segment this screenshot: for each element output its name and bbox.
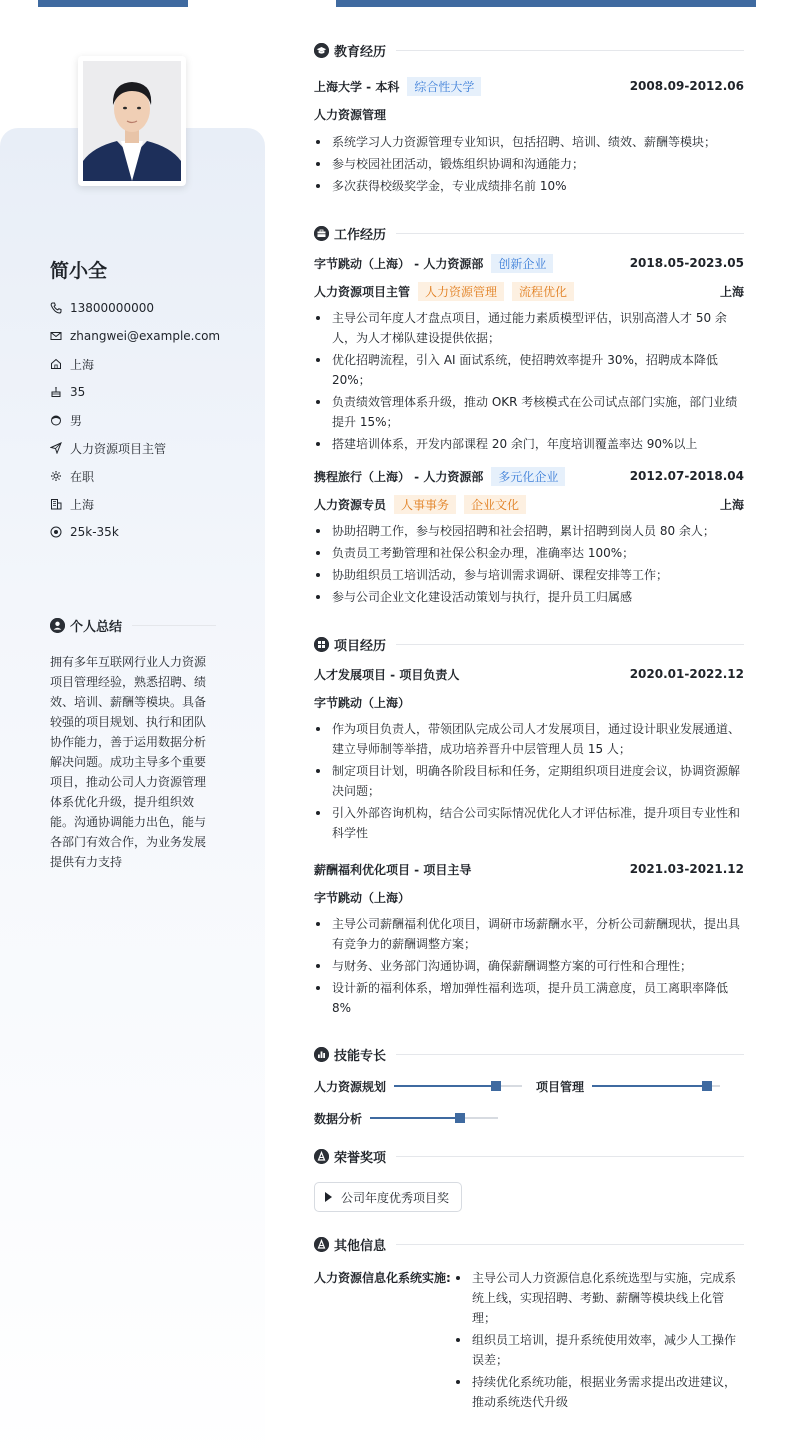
school-name: 上海大学 - 本科 (314, 79, 400, 94)
skills-title: 技能专长 (334, 1048, 387, 1064)
job-period: 2018.05-2023.05 (629, 256, 744, 270)
job-role: 人力资源专员 (314, 497, 387, 512)
education-major-row (314, 100, 744, 128)
project-period: 2020.01-2022.12 (629, 667, 744, 681)
project-period: 2021.03-2021.12 (629, 862, 744, 876)
list-item: 主导公司薪酬福利优化项目，调研市场薪酬水平，分析公司薪酬现状，提出具有竞争力的薪酬调整方案； (314, 914, 744, 954)
job-city: 上海 (719, 497, 744, 512)
list-item: 制定项目计划，明确各阶段目标和任务，定期组织项目进度会议，协调资源解决问题； (314, 761, 744, 801)
gender-value: 男 (70, 413, 83, 428)
list-item: 搭建培训体系，开发内部课程 20 余门，年度培训覆盖率达 90%以上 (314, 434, 744, 454)
project-bullets (314, 914, 744, 1018)
major: 人力资源管理 (314, 107, 387, 122)
grid-icon (314, 637, 329, 652)
education-period: 2008.09-2012.06 (629, 79, 744, 93)
skill-fill (370, 1117, 460, 1119)
projects-divider (396, 644, 744, 645)
skill-name: 人力资源规划 (314, 1079, 387, 1094)
info-work-city (50, 490, 220, 518)
info-email (50, 322, 220, 350)
project-name-row (314, 855, 744, 883)
awards-heading (314, 1146, 744, 1166)
skill-knob (455, 1113, 465, 1123)
job-company-row (314, 249, 744, 277)
other-heading (314, 1234, 744, 1254)
skills-heading (314, 1044, 744, 1064)
list-item: 设计新的福利体系，增加弹性福利选项，提升员工满意度，员工离职率降低 8% (314, 978, 744, 1018)
list-item: 持续优化系统功能，根据业务需求提出改进建议，推动系统迭代升级 (454, 1372, 744, 1412)
project-entry (314, 660, 744, 843)
info-phone (50, 294, 220, 322)
other-entry (314, 1266, 744, 1414)
project-org-row (314, 688, 744, 716)
cake-icon (50, 386, 62, 398)
job-bullets (314, 521, 744, 607)
role-tag: 人事事务 (394, 495, 456, 514)
other-info-icon (314, 1237, 329, 1252)
skill-name: 项目管理 (536, 1079, 585, 1094)
summary-title: 个人总结 (70, 620, 123, 635)
work-city-value: 上海 (70, 497, 95, 512)
profile-photo (83, 61, 181, 181)
list-item: 参与校园社团活动，锻炼组织协调和沟通能力； (314, 154, 744, 174)
building-icon (50, 498, 62, 510)
list-item: 协助组织员工培训活动，参与培训需求调研、课程安排等工作； (314, 565, 744, 585)
role-tag: 流程优化 (512, 282, 574, 301)
work-heading (314, 223, 744, 243)
education-school-row (314, 72, 744, 100)
bar-chart-icon (314, 1047, 329, 1062)
portrait-illustration (83, 61, 181, 181)
trophy-icon (314, 1149, 329, 1164)
email-value: zhangwei@example.com (70, 329, 221, 343)
briefcase-icon (314, 226, 329, 241)
mail-icon (50, 330, 62, 342)
info-age (50, 378, 220, 406)
info-status (50, 462, 220, 490)
education-divider (396, 50, 744, 51)
age-value: 35 (70, 385, 86, 399)
work-title: 工作经历 (334, 227, 387, 243)
position-value: 人力资源项目主管 (70, 441, 167, 456)
skills-row (314, 1070, 744, 1102)
salary-value: 25k-35k (70, 525, 119, 539)
list-item: 优化招聘流程，引入 AI 面试系统，使招聘效率提升 30%，招聘成本降低 20%； (314, 350, 744, 390)
status-value: 在职 (70, 469, 95, 484)
projects-title: 项目经历 (334, 638, 387, 654)
company-tag: 创新企业 (491, 254, 553, 273)
top-accent-bar-right (336, 0, 756, 7)
list-item: 负责员工考勤管理和社保公积金办理，准确率达 100%； (314, 543, 744, 563)
education-heading (314, 40, 744, 60)
summary-divider (132, 625, 216, 626)
role-tag: 企业文化 (464, 495, 526, 514)
list-item: 引入外部咨询机构，结合公司实际情况优化人才评估标准，提升项目专业性和科学性 (314, 803, 744, 843)
company-tag: 多元化企业 (491, 467, 565, 486)
skill-name: 数据分析 (314, 1111, 363, 1126)
send-icon (50, 442, 62, 454)
awards-title: 荣誉奖项 (334, 1150, 387, 1166)
skill-track (394, 1085, 522, 1087)
skills-row (314, 1102, 744, 1134)
job-bullets (314, 308, 744, 454)
list-item: 作为项目负责人，带领团队完成公司人才发展项目，通过设计职业发展通道、建立导师制等举措，成功培养晋升中层管理人员 15 人； (314, 719, 744, 759)
summary-heading (50, 616, 216, 635)
graduation-cap-icon (314, 43, 329, 58)
main-content (314, 40, 744, 1414)
list-item: 与财务、业务部门沟通协调，确保薪酬调整方案的可行性和合理性； (314, 956, 744, 976)
role-tag: 人力资源管理 (418, 282, 504, 301)
other-title: 其他信息 (334, 1238, 387, 1254)
top-accent-bar-left (38, 0, 188, 7)
project-org-row (314, 883, 744, 911)
project-name: 薪酬福利优化项目 - 项目主导 (314, 862, 472, 877)
skill-item (536, 1078, 720, 1095)
project-name-row (314, 660, 744, 688)
info-position (50, 434, 220, 462)
project-name: 人才发展项目 - 项目负责人 (314, 667, 460, 682)
project-org: 字节跳动（上海） (314, 890, 411, 905)
award-item[interactable] (314, 1182, 462, 1212)
settings-icon (50, 470, 62, 482)
job-role-row (314, 490, 744, 518)
skill-fill (394, 1085, 496, 1087)
list-item: 参与公司企业文化建设活动策划与执行，提升员工归属感 (314, 587, 744, 607)
user-icon (50, 618, 65, 633)
list-item: 多次获得校级奖学金，专业成绩排名前 10% (314, 176, 744, 196)
list-item: 负责绩效管理体系升级，推动 OKR 考核模式在公司试点部门实施，部门业绩提升 15%； (314, 392, 744, 432)
job-city: 上海 (719, 284, 744, 299)
salary-icon (50, 526, 62, 538)
project-org: 字节跳动（上海） (314, 695, 411, 710)
phone-icon (50, 302, 62, 314)
project-entry (314, 855, 744, 1018)
job-entry (314, 249, 744, 454)
summary-text: 拥有多年互联网行业人力资源项目管理经验，熟悉招聘、绩效、培训、薪酬等模块。具备较强的项目规划、执行和团队协作能力，善于运用数据分析解决问题。成功主导多个重要项目，推动公司人力资源管理体系优化升级，提升组织效能。沟通协调能力出色，能与各部门有效合作，为业务发展提供有力支持 (50, 655, 207, 869)
award-name: 公司年度优秀项目奖 (341, 1190, 450, 1205)
projects-heading (314, 634, 744, 654)
project-bullets (314, 719, 744, 843)
skill-knob (491, 1081, 501, 1091)
info-gender (50, 406, 220, 434)
skill-track (592, 1085, 720, 1087)
company-name: 字节跳动（上海） - 人力资源部 (314, 256, 484, 271)
education-bullets (314, 132, 744, 196)
candidate-name: 简小全 (50, 260, 108, 282)
home-icon (50, 358, 62, 370)
other-divider (396, 1244, 744, 1245)
skill-fill (592, 1085, 707, 1087)
skill-track (370, 1117, 498, 1119)
profile-photo-frame (78, 56, 186, 186)
job-entry (314, 462, 744, 607)
skill-knob (702, 1081, 712, 1091)
job-role-row (314, 277, 744, 305)
skills-divider (396, 1054, 744, 1055)
list-item: 系统学习人力资源管理专业知识，包括招聘、培训、绩效、薪酬等模块； (314, 132, 744, 152)
job-period: 2012.07-2018.04 (629, 469, 744, 483)
company-name: 携程旅行（上海） - 人力资源部 (314, 469, 484, 484)
school-tag: 综合性大学 (407, 77, 481, 96)
contact-info-list (50, 294, 220, 546)
skill-item (314, 1078, 522, 1095)
list-item: 主导公司年度人才盘点项目，通过能力素质模型评估，识别高潜人才 50 余人，为人才梯队建设提供依据； (314, 308, 744, 348)
awards-divider (396, 1156, 744, 1157)
education-title: 教育经历 (334, 44, 387, 60)
list-item: 主导公司人力资源信息化系统选型与实施，完成系统上线，实现招聘、考勤、薪酬等模块线上化管理； (454, 1268, 744, 1328)
other-bullets (454, 1268, 744, 1412)
job-role: 人力资源项目主管 (314, 284, 411, 299)
location-value: 上海 (70, 357, 95, 372)
other-label: 人力资源信息化系统实施: (314, 1271, 451, 1285)
work-divider (396, 233, 744, 234)
skill-item (314, 1110, 498, 1127)
info-salary (50, 518, 220, 546)
list-item: 组织员工培训，提升系统使用效率，减少人工操作误差； (454, 1330, 744, 1370)
phone-value: 13800000000 (70, 301, 154, 315)
play-icon (325, 1192, 332, 1202)
gender-icon (50, 414, 62, 426)
info-location (50, 350, 220, 378)
list-item: 协助招聘工作，参与校园招聘和社会招聘，累计招聘到岗人员 80 余人； (314, 521, 744, 541)
job-company-row (314, 462, 744, 490)
